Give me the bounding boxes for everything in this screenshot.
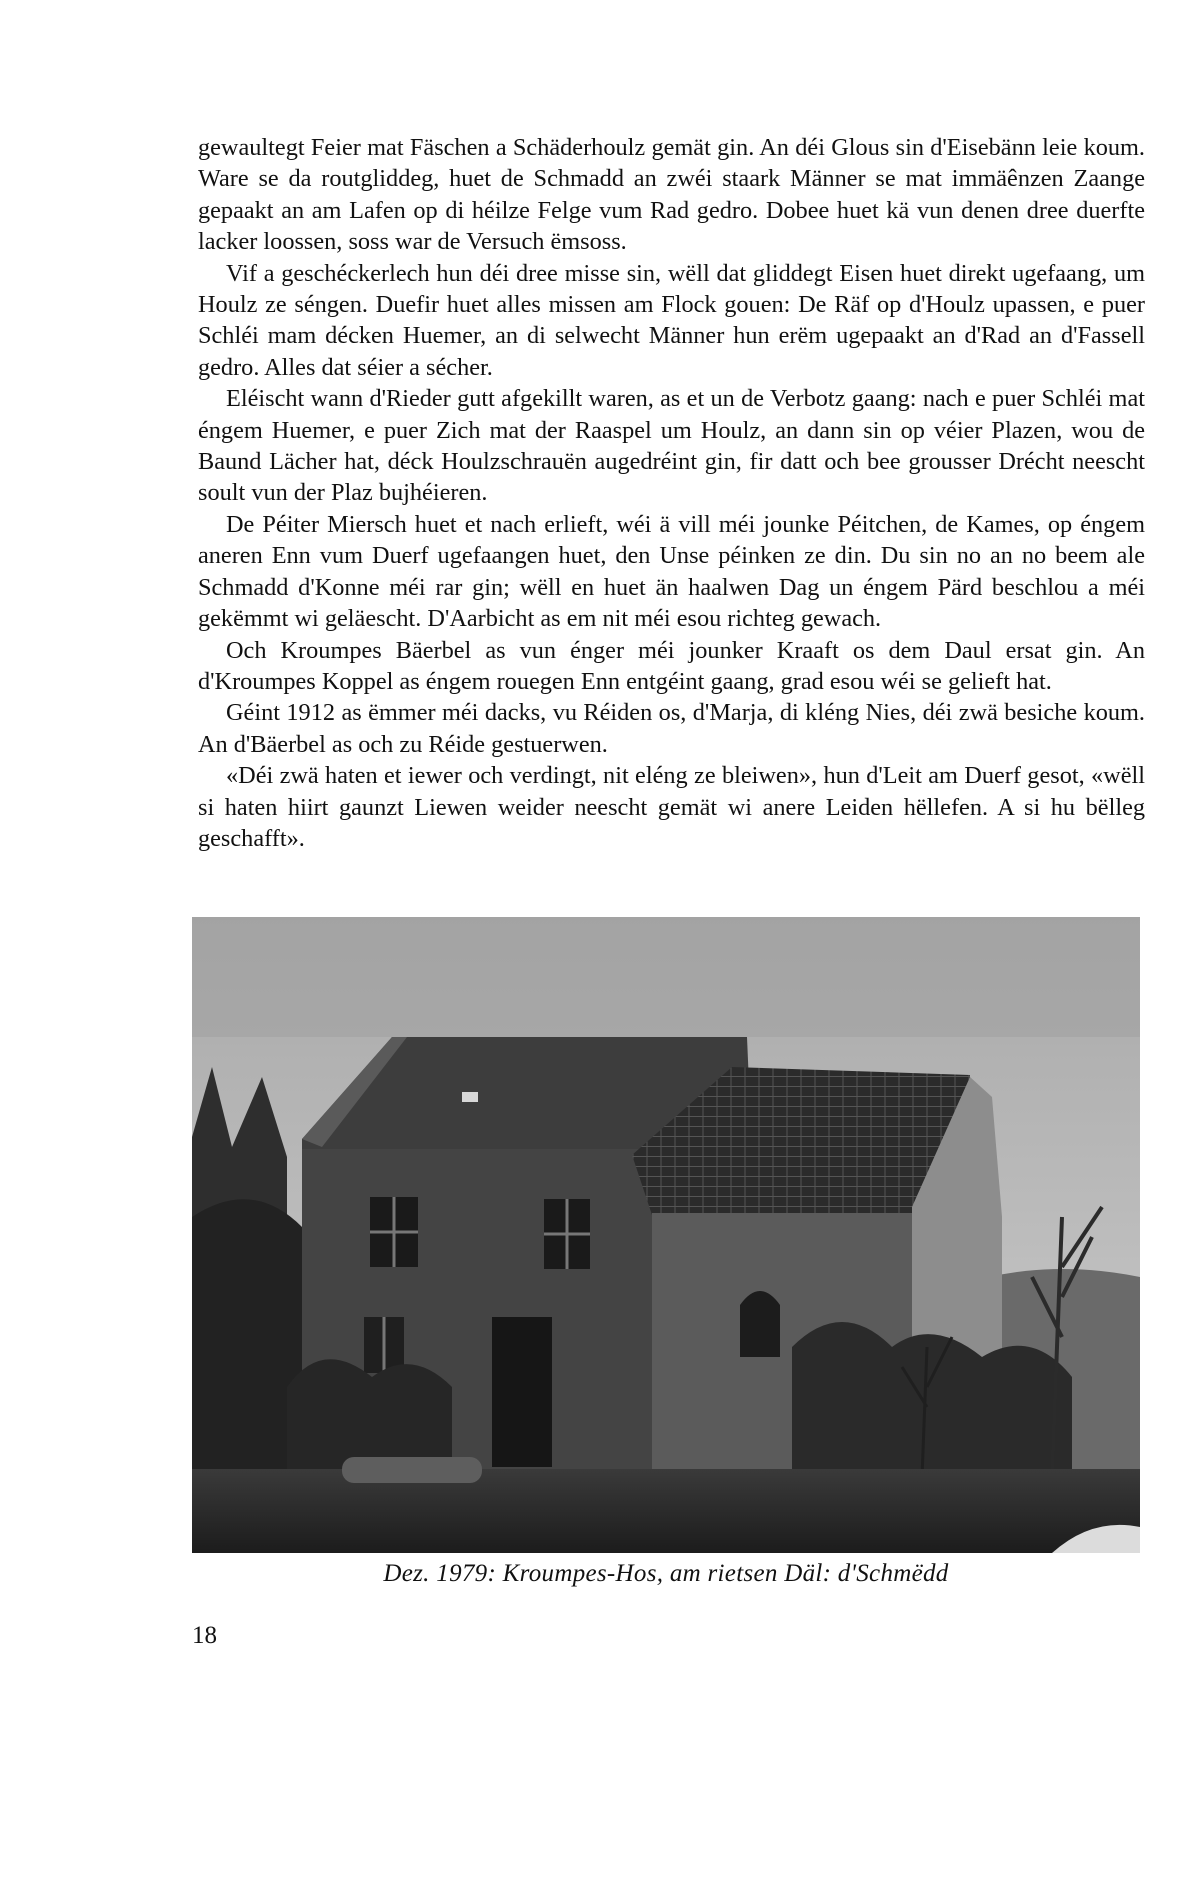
photo-caption: Dez. 1979: Kroumpes-Hos, am rietsen Däl: d'Schmëdd [383, 1560, 949, 1587]
house-photo-icon [192, 917, 1140, 1553]
paragraph-3: Eléischt wann d'Rieder gutt afgekillt waren, as et un de Verbotz gaang: nach e puer Schléi mat éngem Huemer, e puer Zich mat der Raaspel um Houlz, an dann sin op véier Plazen, wou de Baund Lächer hat, déck Houlzschrauën augedréint gin, fir datt och bee grousser Drécht neescht soult vun der Plaz bujhéieren. [198, 385, 1145, 507]
body-text [198, 132, 1145, 854]
page-number: 18 [192, 1622, 217, 1649]
paragraph-1: gewaultegt Feier mat Fäschen a Schäderhoulz gemät gin. An déi Glous sin d'Eisebänn leie koum. Ware se da routgliddeg, huet de Schmadd an zwéi staark Männer se mat immäênzen Zaange gepaakt an am Lafen op di héilze Felge vum Rad gedro. Dobee huet kä vun denen dree duerfte lacker loossen, soss war de Versuch ëmsoss. [198, 134, 1145, 256]
paragraph-4: De Péiter Miersch huet et nach erlieft, wéi ä vill méi jounke Péitchen, de Kames, op éngem aneren Enn vum Duerf ugefaangen huet, den Unse péinken ze din. Du sin no an no beem ale Schmadd d'Konne méi rar gin; wëll en huet än haalwen Dag un éngem Pärd beschlou a méi gekëmmt wi geläescht. D'Aarbicht as em nit méi esou richteg gewach. [198, 510, 1145, 633]
paragraph-5: Och Kroumpes Bäerbel as vun énger méi jounker Kraaft os dem Daul ersat gin. An d'Kroumpes Koppel as éngem rouegen Enn entgéint gaang, grad esou wéi se gelieft hat. [198, 636, 1145, 695]
paragraph-2: Vif a geschéckerlech hun déi dree misse sin, wëll dat gliddegt Eisen huet direkt ugefaang, um Houlz ze séngen. Duefir huet alles missen am Flock gouen: De Räf op d'Houlz upassen, e puer Schléi mam décken Huemer, an di selwecht Männer hun erëm ugepaakt an d'Rad an d'Fassell gedro. Alles dat séier a sécher. [198, 259, 1145, 381]
house-photo [192, 917, 1140, 1553]
paragraph-7: «Déi zwä haten et iewer och verdingt, nit eléng ze bleiwen», hun d'Leit am Duerf gesot, «wëll si haten hiirt gaunzt Liewen weider neescht gemät wi anere Leiden hëllefen. A si hu bëlleg geschafft». [198, 762, 1145, 852]
paragraph-6: Géint 1912 as ëmmer méi dacks, vu Réiden os, d'Marja, di kléng Nies, déi zwä besiche koum. An d'Bäerbel as och zu Réide gestuerwen. [198, 699, 1145, 758]
